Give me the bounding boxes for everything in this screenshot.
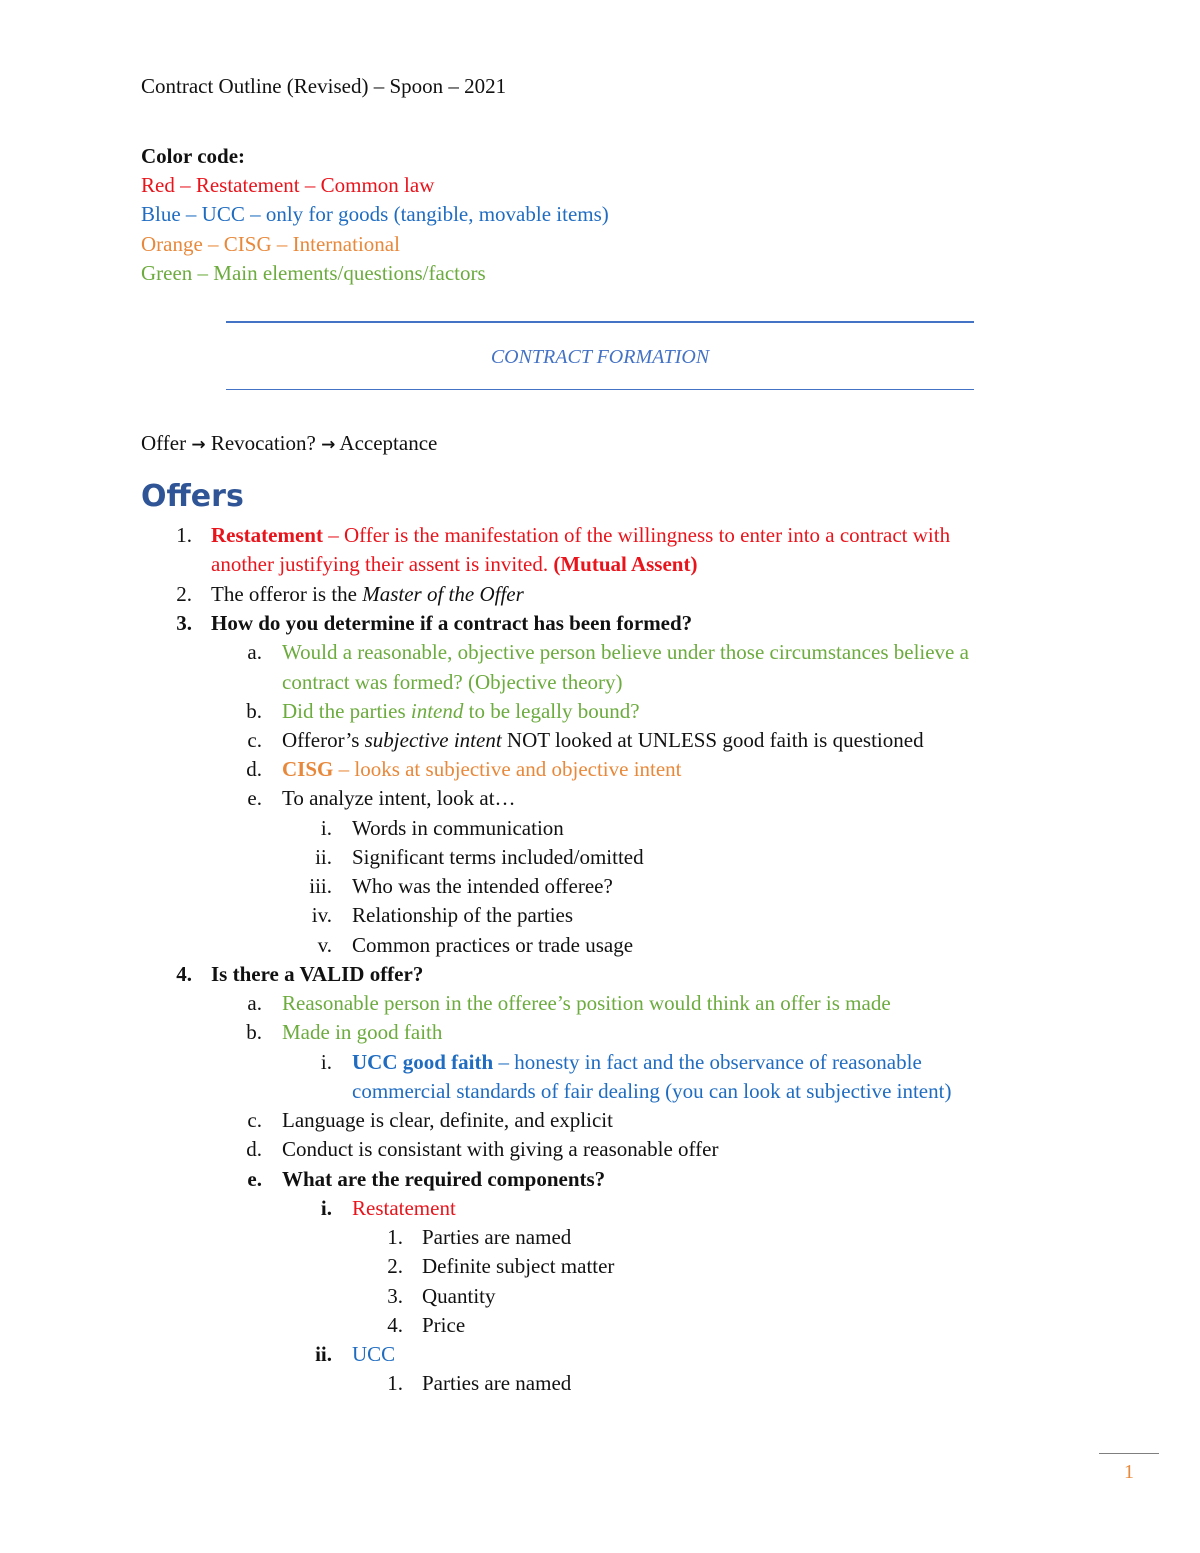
item-3b-text: [282, 697, 640, 726]
list-item: Who was the intended offeree?: [352, 874, 613, 898]
item-3b-number: b.: [246, 699, 262, 723]
item-4b-i-cont: commercial standards of fair dealing (you can look at subjective intent): [352, 1079, 952, 1103]
item-1-cont-text: another justifying their assent is invited.: [211, 552, 554, 576]
item-4c-text: Language is clear, definite, and explicit: [282, 1108, 613, 1132]
item-3b-post: to be legally bound?: [463, 699, 640, 723]
item-3b-pre: Did the parties: [282, 699, 411, 723]
section-rule-bottom: [226, 389, 974, 390]
item-3-text: How do you determine if a contract has been formed?: [211, 611, 693, 635]
flow-revocation: Revocation?: [210, 431, 316, 455]
color-code-orange: Orange – CISG – International: [141, 232, 400, 256]
page-number: 1: [1124, 1461, 1134, 1483]
item-1-cont: [211, 550, 697, 579]
item-3e-text: To analyze intent, look at…: [282, 786, 516, 810]
item-3b-italic: intend: [410, 699, 464, 723]
item-3d-bold: CISG: [282, 757, 334, 781]
list-item: Definite subject matter: [422, 1254, 615, 1278]
list-item: Price: [422, 1313, 466, 1337]
section-title: CONTRACT FORMATION: [490, 346, 710, 368]
list-item: Words in communication: [352, 816, 564, 840]
item-4b-number: b.: [246, 1020, 262, 1044]
list-item-number: 1.: [387, 1225, 403, 1249]
item-4e-number: e.: [247, 1167, 262, 1191]
item-3d-text: [282, 755, 682, 784]
ucc-good-faith-bold: UCC good faith: [352, 1050, 494, 1074]
list-item-number: 3.: [387, 1284, 403, 1308]
item-4e-text: What are the required components?: [282, 1167, 606, 1191]
flow-acceptance: Acceptance: [339, 431, 438, 455]
item-4d-text: Conduct is consistant with giving a reasonable offer: [282, 1137, 719, 1161]
item-3-number: 3.: [176, 611, 192, 635]
item-1-mutual-assent: (Mutual Assent): [553, 552, 698, 576]
item-4b-i-body: – honesty in fact and the observance of reasonable: [493, 1050, 922, 1074]
item-3c-number: c.: [247, 728, 262, 752]
color-code-green: Green – Main elements/questions/factors: [141, 261, 486, 285]
item-4e-ii-label: UCC: [352, 1342, 396, 1366]
footer-rule: [1099, 1453, 1159, 1454]
item-4-number: 4.: [176, 962, 192, 986]
flow-line: [141, 431, 437, 456]
list-item: Parties are named: [422, 1225, 572, 1249]
list-item-number: i.: [320, 816, 332, 840]
item-1-text: [211, 521, 950, 550]
list-item: Parties are named: [422, 1371, 572, 1395]
item-1-body: – Offer is the manifestation of the willingness to enter into a contract with: [322, 523, 951, 547]
list-item-number: 1.: [387, 1371, 403, 1395]
item-3d-number: d.: [246, 757, 262, 781]
item-3c-post: NOT looked at UNLESS good faith is questioned: [501, 728, 924, 752]
list-item-number: iii.: [309, 874, 332, 898]
list-item-number: v.: [317, 933, 332, 957]
list-item-number: ii.: [315, 845, 332, 869]
item-4c-number: c.: [247, 1108, 262, 1132]
list-item: Relationship of the parties: [352, 903, 574, 927]
list-item: Significant terms included/omitted: [352, 845, 644, 869]
item-4a-number: a.: [247, 991, 262, 1015]
item-4b-text: Made in good faith: [282, 1020, 443, 1044]
right-arrow-icon: →: [191, 435, 206, 455]
color-code-label: Color code:: [141, 144, 246, 168]
item-1-number: 1.: [176, 523, 192, 547]
document-title: Contract Outline (Revised) – Spoon – 2021: [141, 74, 507, 98]
list-item-number: 4.: [387, 1313, 403, 1337]
list-item: Common practices or trade usage: [352, 933, 634, 957]
item-1-bold: Restatement: [211, 523, 323, 547]
list-item-number: iv.: [311, 903, 332, 927]
item-4e-ii-number: ii.: [315, 1342, 332, 1366]
list-item-number: 2.: [387, 1254, 403, 1278]
item-4e-i-label: Restatement: [352, 1196, 456, 1220]
flow-offer: Offer: [141, 431, 187, 455]
color-code-blue: Blue – UCC – only for goods (tangible, movable items): [141, 202, 609, 226]
item-2-text: [211, 580, 524, 609]
item-4-text: Is there a VALID offer?: [211, 962, 424, 986]
item-3d-body: – looks at subjective and objective intent: [333, 757, 682, 781]
item-4b-i-number: i.: [320, 1050, 332, 1074]
list-item: Quantity: [422, 1284, 496, 1308]
item-3a-cont: contract was formed? (Objective theory): [282, 670, 623, 694]
item-2-number: 2.: [176, 582, 192, 606]
item-2-italic: Master of the Offer: [362, 582, 524, 606]
item-3c-italic: subjective intent: [364, 728, 502, 752]
item-3c-text: [282, 726, 924, 755]
item-4e-i-number: i.: [320, 1196, 332, 1220]
item-3a-number: a.: [247, 640, 262, 664]
offers-heading: Offers: [141, 479, 244, 514]
item-2-pre: The offeror is the: [211, 582, 363, 606]
color-code-red: Red – Restatement – Common law: [141, 173, 435, 197]
item-3a-text: Would a reasonable, objective person believe under those circumstances believe a: [282, 640, 969, 664]
item-3e-number: e.: [247, 786, 262, 810]
right-arrow-icon: →: [321, 435, 336, 455]
item-4a-text: Reasonable person in the offeree’s position would think an offer is made: [282, 991, 891, 1015]
item-4b-i-text: [352, 1048, 922, 1077]
item-3c-pre: Offeror’s: [282, 728, 365, 752]
item-4d-number: d.: [246, 1137, 262, 1161]
section-rule-top: [226, 321, 974, 323]
